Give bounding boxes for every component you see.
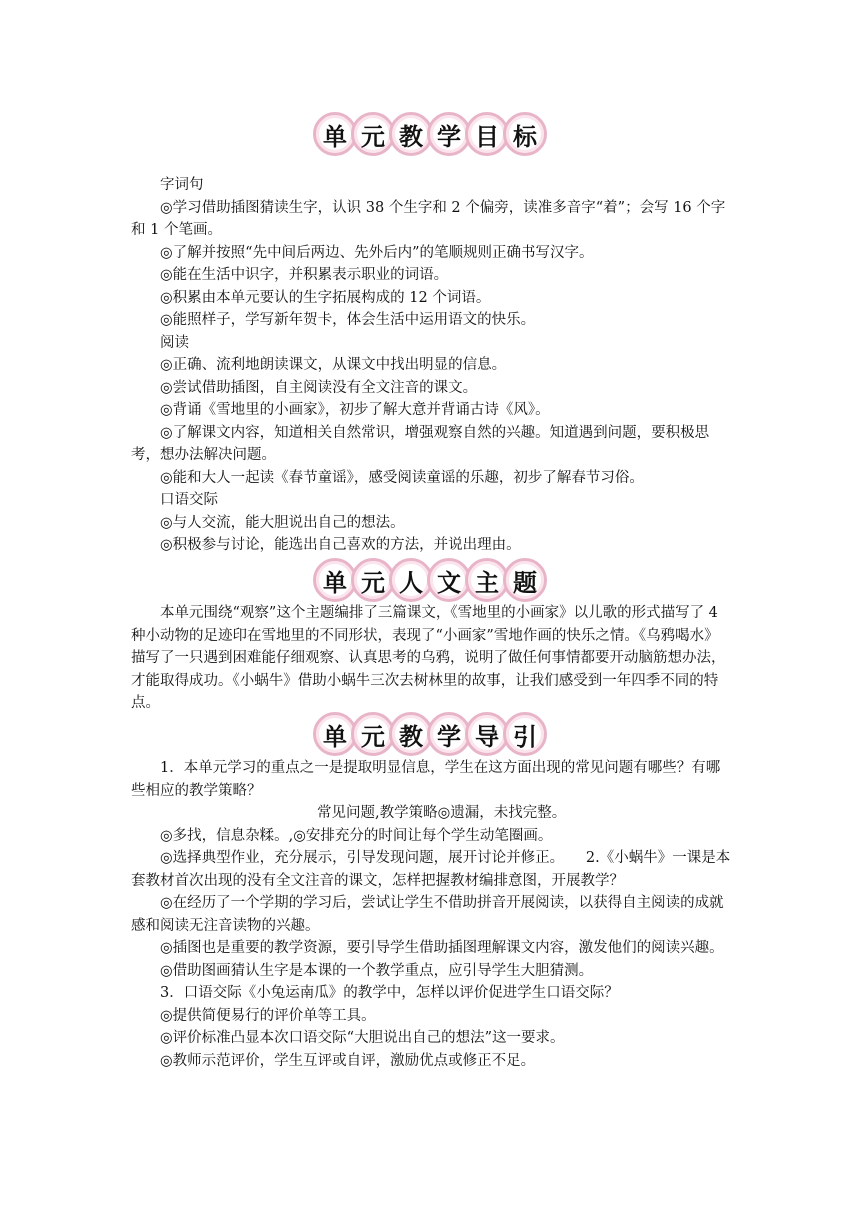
title-char: 导: [465, 712, 509, 756]
title-char: 学: [427, 712, 471, 756]
title-char: 目: [465, 112, 509, 156]
guide-item: ◎借助图画猜认生字是本课的一个教学重点，应引导学生大胆猜测。: [160, 962, 594, 979]
title-char: 元: [351, 112, 395, 156]
subheading-reading: 阅读: [160, 334, 189, 351]
section-title-objectives: [0, 112, 860, 156]
title-char: 人: [389, 558, 433, 602]
theme-body: [131, 602, 731, 715]
objective-item: ◎背诵《雪地里的小画家》，初步了解大意并背诵古诗《风》。: [160, 402, 550, 418]
title-char: 标: [503, 112, 547, 156]
guide-table-row: ◎多找，信息杂糅。,◎安排充分的时间让每个学生动笔圈画。: [160, 827, 553, 844]
guide-item: ◎选择典型作业，充分展示，引导发现问题，展开讨论并修正。 2.《小蜗牛》一课是本套教材首次出现的没有全文注音的课文，怎样把握教材编排意图，开展教学？: [131, 850, 731, 889]
section-title-guide: [0, 712, 860, 756]
objective-item: ◎积极参与讨论，能选出自己喜欢的方法，并说出理由。: [160, 537, 521, 553]
title-char: 文: [427, 558, 471, 602]
title-char: 主: [465, 558, 509, 602]
objectives-body: [131, 174, 731, 557]
title-char: 单: [313, 112, 357, 156]
guide-item: ◎评价标准凸显本次口语交际“大胆说出自己的想法”这一要求。: [160, 1030, 565, 1046]
objective-item: ◎积累由本单元要认的生字拓展构成的 12 个词语。: [160, 289, 491, 306]
guide-item: ◎在经历了一个学期的学习后，尝试让学生不借助拼音开展阅读，以获得自主阅读的成就感和阅读无注音读物的兴趣。: [131, 895, 724, 934]
section-title-theme: [0, 558, 860, 602]
objective-item: ◎能在生活中识字，并积累表示职业的词语。: [160, 267, 449, 283]
title-char: 引: [503, 712, 547, 756]
objective-item: ◎能和大人一起读《春节童谣》，感受阅读童谣的乐趣，初步了解春节习俗。: [160, 469, 644, 486]
objective-item: ◎正确、流利地朗读课文，从课文中找出明显的信息。: [160, 357, 507, 373]
guide-table-row: 常见问题,教学策略◎遗漏，未找完整。: [317, 805, 567, 821]
objective-item: ◎了解并按照“先中间后两边、先外后内”的笔顺规则正确书写汉字。: [160, 244, 594, 261]
title-char: 单: [313, 712, 357, 756]
title-char: 教: [389, 712, 433, 756]
title-char: 元: [351, 558, 395, 602]
title-char: 元: [351, 712, 395, 756]
theme-paragraph: 本单元围绕“观察”这个主题编排了三篇课文，《雪地里的小画家》以儿歌的形式描写了 4 种小动物的足迹印在雪地里的不同形状，表现了“小画家”雪地作画的快乐之情。《乌鸦喝水》描写了一只遇到困难能仔细观察、认真思考的乌鸦，说明了做任何事情都要开动脑筋想办法，才能取得成功。《小蜗牛》借助小蜗牛三次去树林里的故事，让我们感受到一年四季不同的特点。: [131, 605, 726, 711]
guide-item: ◎插图也是重要的教学资源，要引导学生借助插图理解课文内容，激发他们的阅读兴趣。: [160, 940, 724, 956]
objective-item: ◎学习借助插图猜读生字，认识 38 个生字和 2 个偏旁，读准多音字“着”；会写 16 个字和 1 个笔画。: [131, 199, 726, 238]
guide-question: 3．口语交际《小兔运南瓜》的教学中，怎样以评价促进学生口语交际？: [160, 985, 619, 1001]
guide-item: ◎提供简便易行的评价单等工具。: [160, 1007, 376, 1024]
guide-item: ◎教师示范评价，学生互评或自评，激励优点或修正不足。: [160, 1052, 536, 1069]
subheading-words: 字词句: [160, 177, 204, 193]
guide-question: 1．本单元学习的重点之一是提取明显信息，学生在这方面出现的常见问题有哪些？有哪些相应的教学策略？: [131, 760, 721, 799]
title-char: 学: [427, 112, 471, 156]
objective-item: ◎与人交流，能大胆说出自己的想法。: [160, 514, 405, 531]
title-char: 教: [389, 112, 433, 156]
guide-body: [131, 757, 731, 1072]
subheading-oral: 口语交际: [160, 492, 218, 508]
objective-item: ◎了解课文内容，知道相关自然常识，增强观察自然的兴趣。知道遇到问题，要积极思考，想办法解决问题。: [131, 424, 710, 463]
title-char: 题: [503, 558, 547, 602]
objective-item: ◎能照样子，学写新年贺卡，体会生活中运用语文的快乐。: [160, 312, 536, 328]
objective-item: ◎尝试借助插图，自主阅读没有全文注音的课文。: [160, 379, 478, 396]
title-char: 单: [313, 558, 357, 602]
